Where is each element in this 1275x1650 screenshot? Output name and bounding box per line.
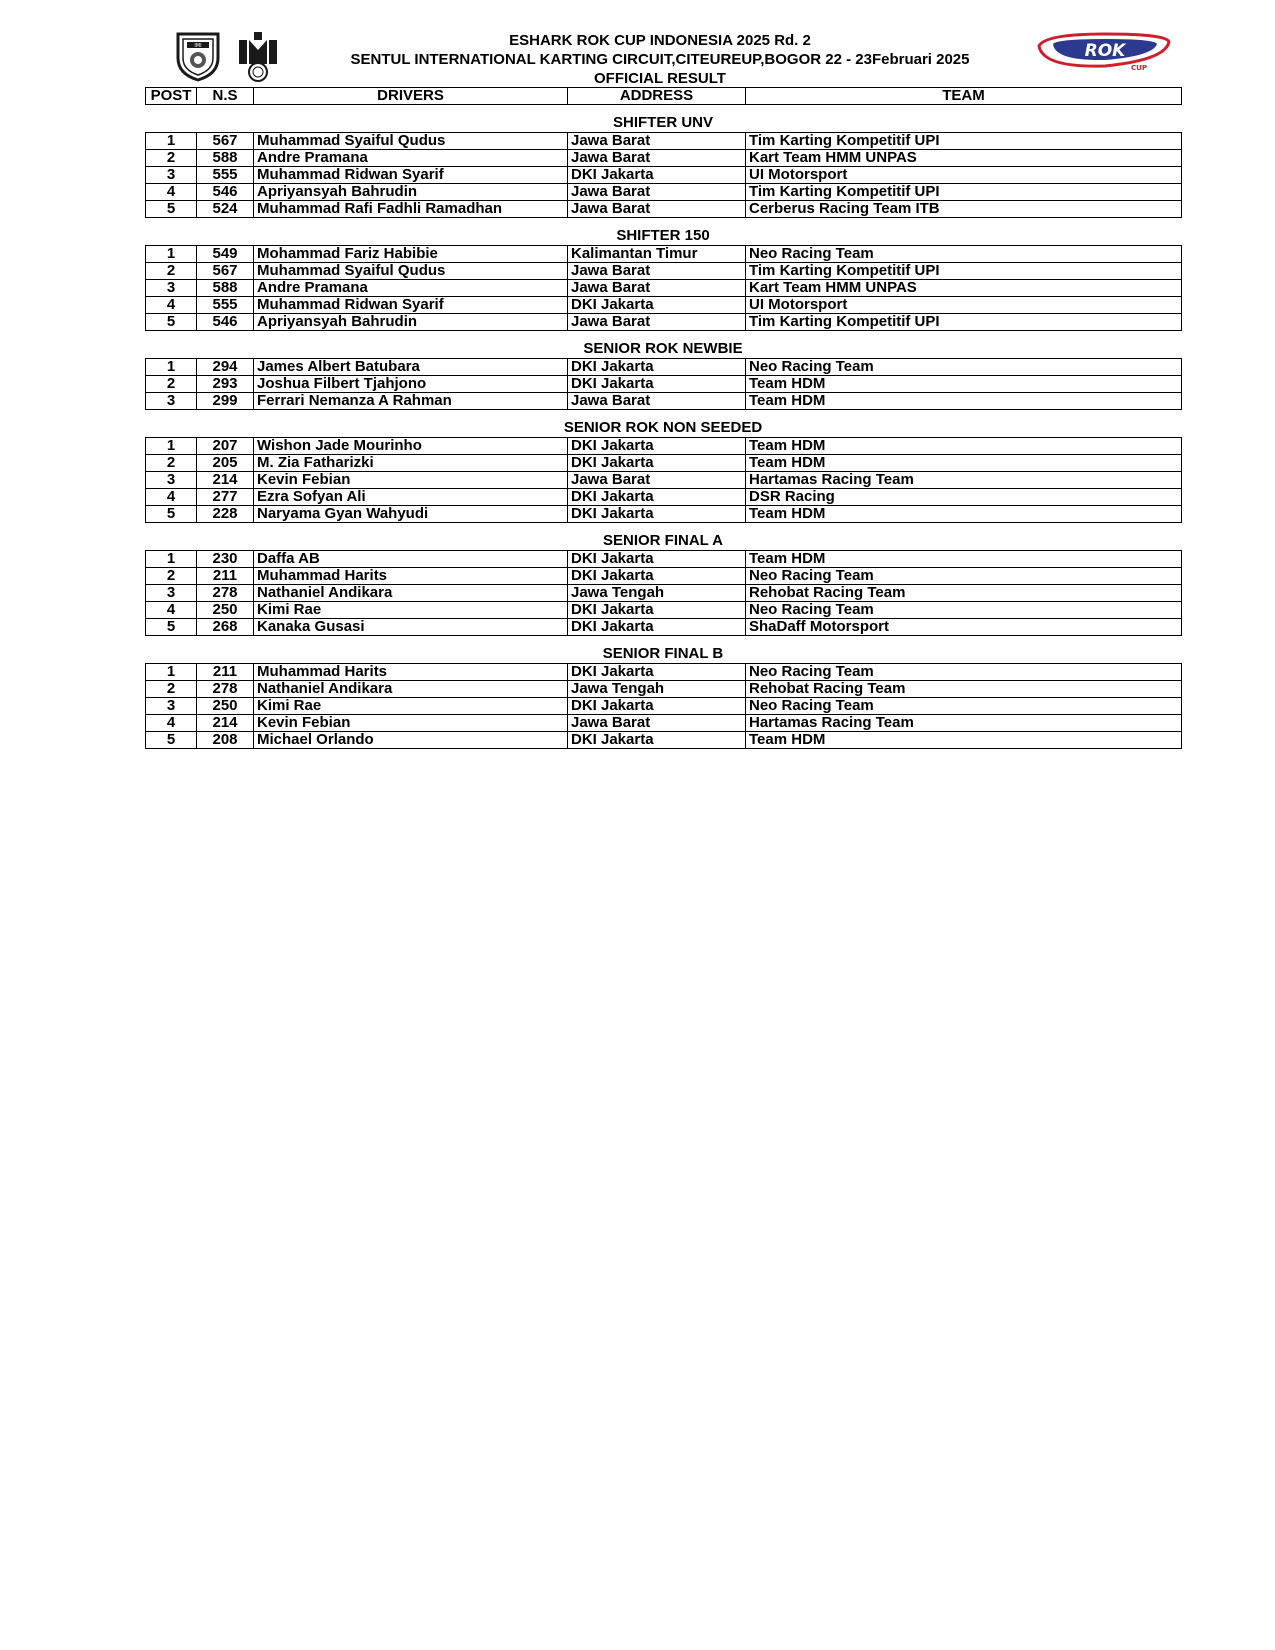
cell-team: Hartamas Racing Team: [746, 715, 1182, 732]
cell-team: Team HDM: [746, 393, 1182, 410]
cell-address: DKI Jakarta: [568, 506, 746, 523]
table-row: [146, 133, 1182, 150]
cell-driver: Muhammad Ridwan Syarif: [254, 297, 568, 314]
cell-pos: 1: [146, 133, 197, 150]
cell-ns: 211: [197, 664, 254, 681]
cell-team: Tim Karting Kompetitif UPI: [746, 314, 1182, 331]
table-row: [146, 280, 1182, 297]
cell-ns: 567: [197, 263, 254, 280]
table-row: [146, 698, 1182, 715]
cell-team: Team HDM: [746, 376, 1182, 393]
cell-ns: 588: [197, 280, 254, 297]
table-row: [146, 732, 1182, 749]
cell-driver: Kevin Febian: [254, 472, 568, 489]
cell-driver: Andre Pramana: [254, 280, 568, 297]
cell-driver: Apriyansyah Bahrudin: [254, 184, 568, 201]
cell-address: Jawa Barat: [568, 150, 746, 167]
section-title: SENIOR ROK NEWBIE: [583, 340, 743, 357]
cell-address: Jawa Barat: [568, 314, 746, 331]
cell-ns: 546: [197, 314, 254, 331]
cell-team: Team HDM: [746, 506, 1182, 523]
cell-team: Kart Team HMM UNPAS: [746, 280, 1182, 297]
table-row: [146, 438, 1182, 455]
cell-pos: 3: [146, 167, 197, 184]
table-row: [146, 184, 1182, 201]
cell-pos: 3: [146, 280, 197, 297]
cell-address: DKI Jakarta: [568, 359, 746, 376]
cell-address: Jawa Barat: [568, 133, 746, 150]
cell-ns: 228: [197, 506, 254, 523]
cell-team: Team HDM: [746, 438, 1182, 455]
cell-ns: 278: [197, 681, 254, 698]
cell-address: DKI Jakarta: [568, 568, 746, 585]
cell-driver: Muhammad Rafi Fadhli Ramadhan: [254, 201, 568, 218]
cell-pos: 2: [146, 263, 197, 280]
cell-driver: Muhammad Harits: [254, 568, 568, 585]
cell-ns: 555: [197, 167, 254, 184]
table-row: [146, 376, 1182, 393]
cell-team: Hartamas Racing Team: [746, 472, 1182, 489]
table-row: [146, 472, 1182, 489]
cell-team: Neo Racing Team: [746, 602, 1182, 619]
cell-pos: 2: [146, 455, 197, 472]
cell-address: DKI Jakarta: [568, 732, 746, 749]
cell-team: Neo Racing Team: [746, 246, 1182, 263]
imi-emblem-text: IMI: [194, 43, 202, 49]
cell-driver: Muhammad Ridwan Syarif: [254, 167, 568, 184]
cell-driver: Kimi Rae: [254, 602, 568, 619]
cell-pos: 5: [146, 201, 197, 218]
cell-driver: Michael Orlando: [254, 732, 568, 749]
cell-driver: James Albert Batubara: [254, 359, 568, 376]
table-row: [146, 489, 1182, 506]
cell-pos: 2: [146, 681, 197, 698]
cell-address: Jawa Barat: [568, 263, 746, 280]
cell-pos: 2: [146, 150, 197, 167]
cell-pos: 3: [146, 698, 197, 715]
cell-address: Jawa Barat: [568, 280, 746, 297]
cell-team: Team HDM: [746, 551, 1182, 568]
results-container: [145, 87, 1181, 749]
cell-driver: Joshua Filbert Tjahjono: [254, 376, 568, 393]
table-row: [146, 150, 1182, 167]
cell-team: Team HDM: [746, 455, 1182, 472]
cell-pos: 4: [146, 184, 197, 201]
cell-address: DKI Jakarta: [568, 551, 746, 568]
cell-driver: Wishon Jade Mourinho: [254, 438, 568, 455]
cell-ns: 549: [197, 246, 254, 263]
cell-pos: 2: [146, 376, 197, 393]
cell-ns: 230: [197, 551, 254, 568]
cell-address: DKI Jakarta: [568, 664, 746, 681]
cell-ns: 207: [197, 438, 254, 455]
cell-pos: 4: [146, 602, 197, 619]
cell-address: Jawa Barat: [568, 184, 746, 201]
col-header-address: ADDRESS: [568, 88, 746, 105]
cell-address: Jawa Tengah: [568, 585, 746, 602]
cell-team: Neo Racing Team: [746, 698, 1182, 715]
cell-address: Kalimantan Timur: [568, 246, 746, 263]
cell-driver: Ferrari Nemanza A Rahman: [254, 393, 568, 410]
cell-address: Jawa Barat: [568, 472, 746, 489]
col-header-drivers: DRIVERS: [254, 88, 568, 105]
cell-pos: 5: [146, 619, 197, 636]
cell-team: ShaDaff Motorsport: [746, 619, 1182, 636]
event-venue-date: SENTUL INTERNATIONAL KARTING CIRCUIT,CITEUREUP,BOGOR 22 - 23Februari 2025: [350, 51, 970, 68]
results-table-senior-rok-non-seeded: [145, 437, 1182, 523]
results-table-shifter-unv: [145, 132, 1182, 218]
section-title: SHIFTER 150: [616, 227, 710, 244]
cell-pos: 4: [146, 297, 197, 314]
cell-team: DSR Racing: [746, 489, 1182, 506]
cell-address: DKI Jakarta: [568, 455, 746, 472]
table-row: [146, 263, 1182, 280]
cell-ns: 214: [197, 715, 254, 732]
column-header-row: [146, 88, 1182, 105]
cell-ns: 299: [197, 393, 254, 410]
cell-team: Cerberus Racing Team ITB: [746, 201, 1182, 218]
cell-team: Kart Team HMM UNPAS: [746, 150, 1182, 167]
cell-address: Jawa Barat: [568, 393, 746, 410]
table-row: [146, 568, 1182, 585]
cell-pos: 5: [146, 314, 197, 331]
table-row: [146, 314, 1182, 331]
cell-driver: Andre Pramana: [254, 150, 568, 167]
cell-ns: 250: [197, 698, 254, 715]
col-header-pos: POST: [146, 88, 197, 105]
cell-team: Rehobat Racing Team: [746, 681, 1182, 698]
table-row: [146, 506, 1182, 523]
document-subtitle: OFFICIAL RESULT: [594, 70, 726, 87]
cell-team: Team HDM: [746, 732, 1182, 749]
cell-team: Rehobat Racing Team: [746, 585, 1182, 602]
results-table-senior-final-b: [145, 663, 1182, 749]
cell-address: DKI Jakarta: [568, 297, 746, 314]
cell-pos: 4: [146, 489, 197, 506]
cell-ns: 250: [197, 602, 254, 619]
cell-ns: 208: [197, 732, 254, 749]
table-row: [146, 681, 1182, 698]
cell-address: Jawa Barat: [568, 715, 746, 732]
cell-ns: 567: [197, 133, 254, 150]
cell-driver: Muhammad Syaiful Qudus: [254, 133, 568, 150]
cell-pos: 1: [146, 438, 197, 455]
cell-pos: 5: [146, 506, 197, 523]
cell-driver: Nathaniel Andikara: [254, 681, 568, 698]
cell-pos: 5: [146, 732, 197, 749]
cell-driver: Muhammad Syaiful Qudus: [254, 263, 568, 280]
cell-pos: 1: [146, 359, 197, 376]
rok-cup-logo-icon: [1035, 30, 1173, 72]
cell-pos: 1: [146, 664, 197, 681]
table-row: [146, 619, 1182, 636]
pengprov-emblem-icon: [233, 30, 283, 82]
cell-ns: 268: [197, 619, 254, 636]
results-table-senior-rok-newbie: [145, 358, 1182, 410]
cell-driver: Kanaka Gusasi: [254, 619, 568, 636]
cell-ns: 277: [197, 489, 254, 506]
cell-address: DKI Jakarta: [568, 376, 746, 393]
cell-ns: 546: [197, 184, 254, 201]
col-header-ns: N.S: [197, 88, 254, 105]
cell-pos: 1: [146, 551, 197, 568]
section-title: SENIOR ROK NON SEEDED: [563, 419, 763, 436]
rok-logo-text: ROK: [1084, 41, 1126, 61]
section-title: SENIOR FINAL B: [602, 645, 724, 662]
table-row: [146, 201, 1182, 218]
section-title: SENIOR FINAL A: [602, 532, 723, 549]
table-row: [146, 359, 1182, 376]
cell-ns: 588: [197, 150, 254, 167]
table-row: [146, 246, 1182, 263]
cell-driver: Ezra Sofyan Ali: [254, 489, 568, 506]
cell-address: DKI Jakarta: [568, 438, 746, 455]
cell-ns: 293: [197, 376, 254, 393]
cell-team: Neo Racing Team: [746, 568, 1182, 585]
event-title: ESHARK ROK CUP INDONESIA 2025 Rd. 2: [509, 32, 811, 49]
rok-logo-sub: CUP: [1131, 64, 1147, 72]
cell-ns: 555: [197, 297, 254, 314]
cell-address: DKI Jakarta: [568, 619, 746, 636]
cell-driver: Kimi Rae: [254, 698, 568, 715]
cell-driver: Nathaniel Andikara: [254, 585, 568, 602]
cell-team: Tim Karting Kompetitif UPI: [746, 184, 1182, 201]
cell-ns: 278: [197, 585, 254, 602]
col-header-team: TEAM: [746, 88, 1182, 105]
cell-team: Neo Racing Team: [746, 359, 1182, 376]
results-table-shifter-150: [145, 245, 1182, 331]
results-table-senior-final-a: [145, 550, 1182, 636]
cell-ns: 294: [197, 359, 254, 376]
column-header-table: [145, 87, 1182, 105]
cell-pos: 3: [146, 393, 197, 410]
cell-ns: 524: [197, 201, 254, 218]
cell-ns: 214: [197, 472, 254, 489]
cell-driver: Daffa AB: [254, 551, 568, 568]
cell-ns: 205: [197, 455, 254, 472]
cell-team: UI Motorsport: [746, 167, 1182, 184]
cell-address: DKI Jakarta: [568, 167, 746, 184]
table-row: [146, 602, 1182, 619]
table-row: [146, 297, 1182, 314]
cell-pos: 3: [146, 472, 197, 489]
table-row: [146, 551, 1182, 568]
cell-driver: M. Zia Fatharizki: [254, 455, 568, 472]
cell-team: Neo Racing Team: [746, 664, 1182, 681]
cell-pos: 3: [146, 585, 197, 602]
cell-pos: 2: [146, 568, 197, 585]
cell-team: Tim Karting Kompetitif UPI: [746, 263, 1182, 280]
cell-driver: Mohammad Fariz Habibie: [254, 246, 568, 263]
cell-address: DKI Jakarta: [568, 489, 746, 506]
cell-driver: Muhammad Harits: [254, 664, 568, 681]
cell-address: Jawa Barat: [568, 201, 746, 218]
table-row: [146, 167, 1182, 184]
table-row: [146, 585, 1182, 602]
table-row: [146, 664, 1182, 681]
cell-driver: Kevin Febian: [254, 715, 568, 732]
document-header: [0, 0, 1275, 90]
cell-ns: 211: [197, 568, 254, 585]
cell-team: UI Motorsport: [746, 297, 1182, 314]
cell-pos: 4: [146, 715, 197, 732]
table-row: [146, 393, 1182, 410]
cell-pos: 1: [146, 246, 197, 263]
cell-address: DKI Jakarta: [568, 698, 746, 715]
table-row: [146, 455, 1182, 472]
cell-address: DKI Jakarta: [568, 602, 746, 619]
cell-team: Tim Karting Kompetitif UPI: [746, 133, 1182, 150]
imi-emblem-icon: [172, 28, 224, 82]
section-title: SHIFTER UNV: [612, 114, 713, 131]
table-row: [146, 715, 1182, 732]
cell-driver: Apriyansyah Bahrudin: [254, 314, 568, 331]
cell-address: Jawa Tengah: [568, 681, 746, 698]
cell-driver: Naryama Gyan Wahyudi: [254, 506, 568, 523]
